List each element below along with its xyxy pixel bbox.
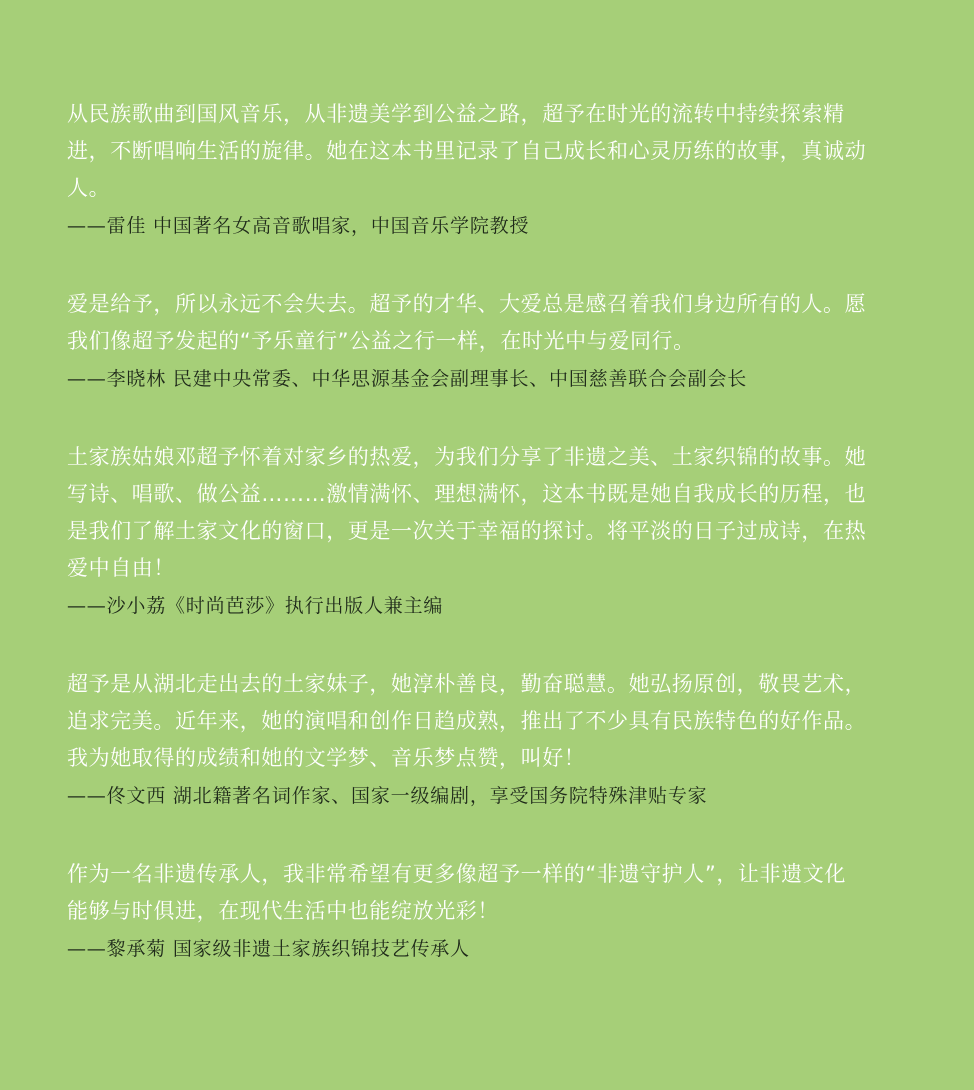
quote-attribution: ——黎承菊 国家级非遗土家族织锦技艺传承人 — [67, 938, 470, 960]
quote-attribution: ——沙小荔《时尚芭莎》执行出版人兼主编 — [67, 595, 444, 617]
quote-text: 作为一名非遗传承人，我非常希望有更多像超予一样的“非遗守护人”，让非遗文化能够与时俱进，在现代生活中也能绽放光彩！ — [67, 862, 846, 923]
quote-text: 土家族姑娘邓超予怀着对家乡的热爱，为我们分享了非遗之美、土家织锦的故事。她写诗、唱歌、做公益………激情满怀、理想满怀，这本书既是她自我成长的历程，也是我们了解土家文化的窗口，更是一次关于幸福的探讨。将平淡的日子过成诗，在热爱中自由！ — [67, 445, 867, 580]
endorsement-quote — [67, 439, 867, 623]
quote-text: 爱是给予，所以永远不会失去。超予的才华、大爱总是感召着我们身边所有的人。愿我们像超予发起的“予乐童行”公益之行一样，在时光中与爱同行。 — [67, 292, 867, 353]
endorsement-quote — [67, 856, 867, 966]
quote-attribution: ——雷佳 中国著名女高音歌唱家，中国音乐学院教授 — [67, 215, 530, 237]
quote-attribution: ——佟文西 湖北籍著名词作家、国家一级编剧，享受国务院特殊津贴专家 — [67, 785, 708, 807]
quote-text: 从民族歌曲到国风音乐，从非遗美学到公益之路，超予在时光的流转中持续探索精进，不断唱响生活的旋律。她在这本书里记录了自己成长和心灵历练的故事，真诚动人。 — [67, 102, 867, 200]
endorsement-quote — [67, 666, 867, 813]
endorsement-quote — [67, 286, 867, 396]
quote-attribution: ——李晓林 民建中央常委、中华思源基金会副理事长、中国慈善联合会副会长 — [67, 368, 748, 390]
quote-text: 超予是从湖北走出去的土家妹子，她淳朴善良，勤奋聪慧。她弘扬原创，敬畏艺术，追求完美。近年来，她的演唱和创作日趋成熟，推出了不少具有民族特色的好作品。我为她取得的成绩和她的文学梦、音乐梦点赞，叫好！ — [67, 672, 867, 770]
endorsement-quote — [67, 96, 867, 243]
endorsements-page — [67, 96, 867, 1009]
